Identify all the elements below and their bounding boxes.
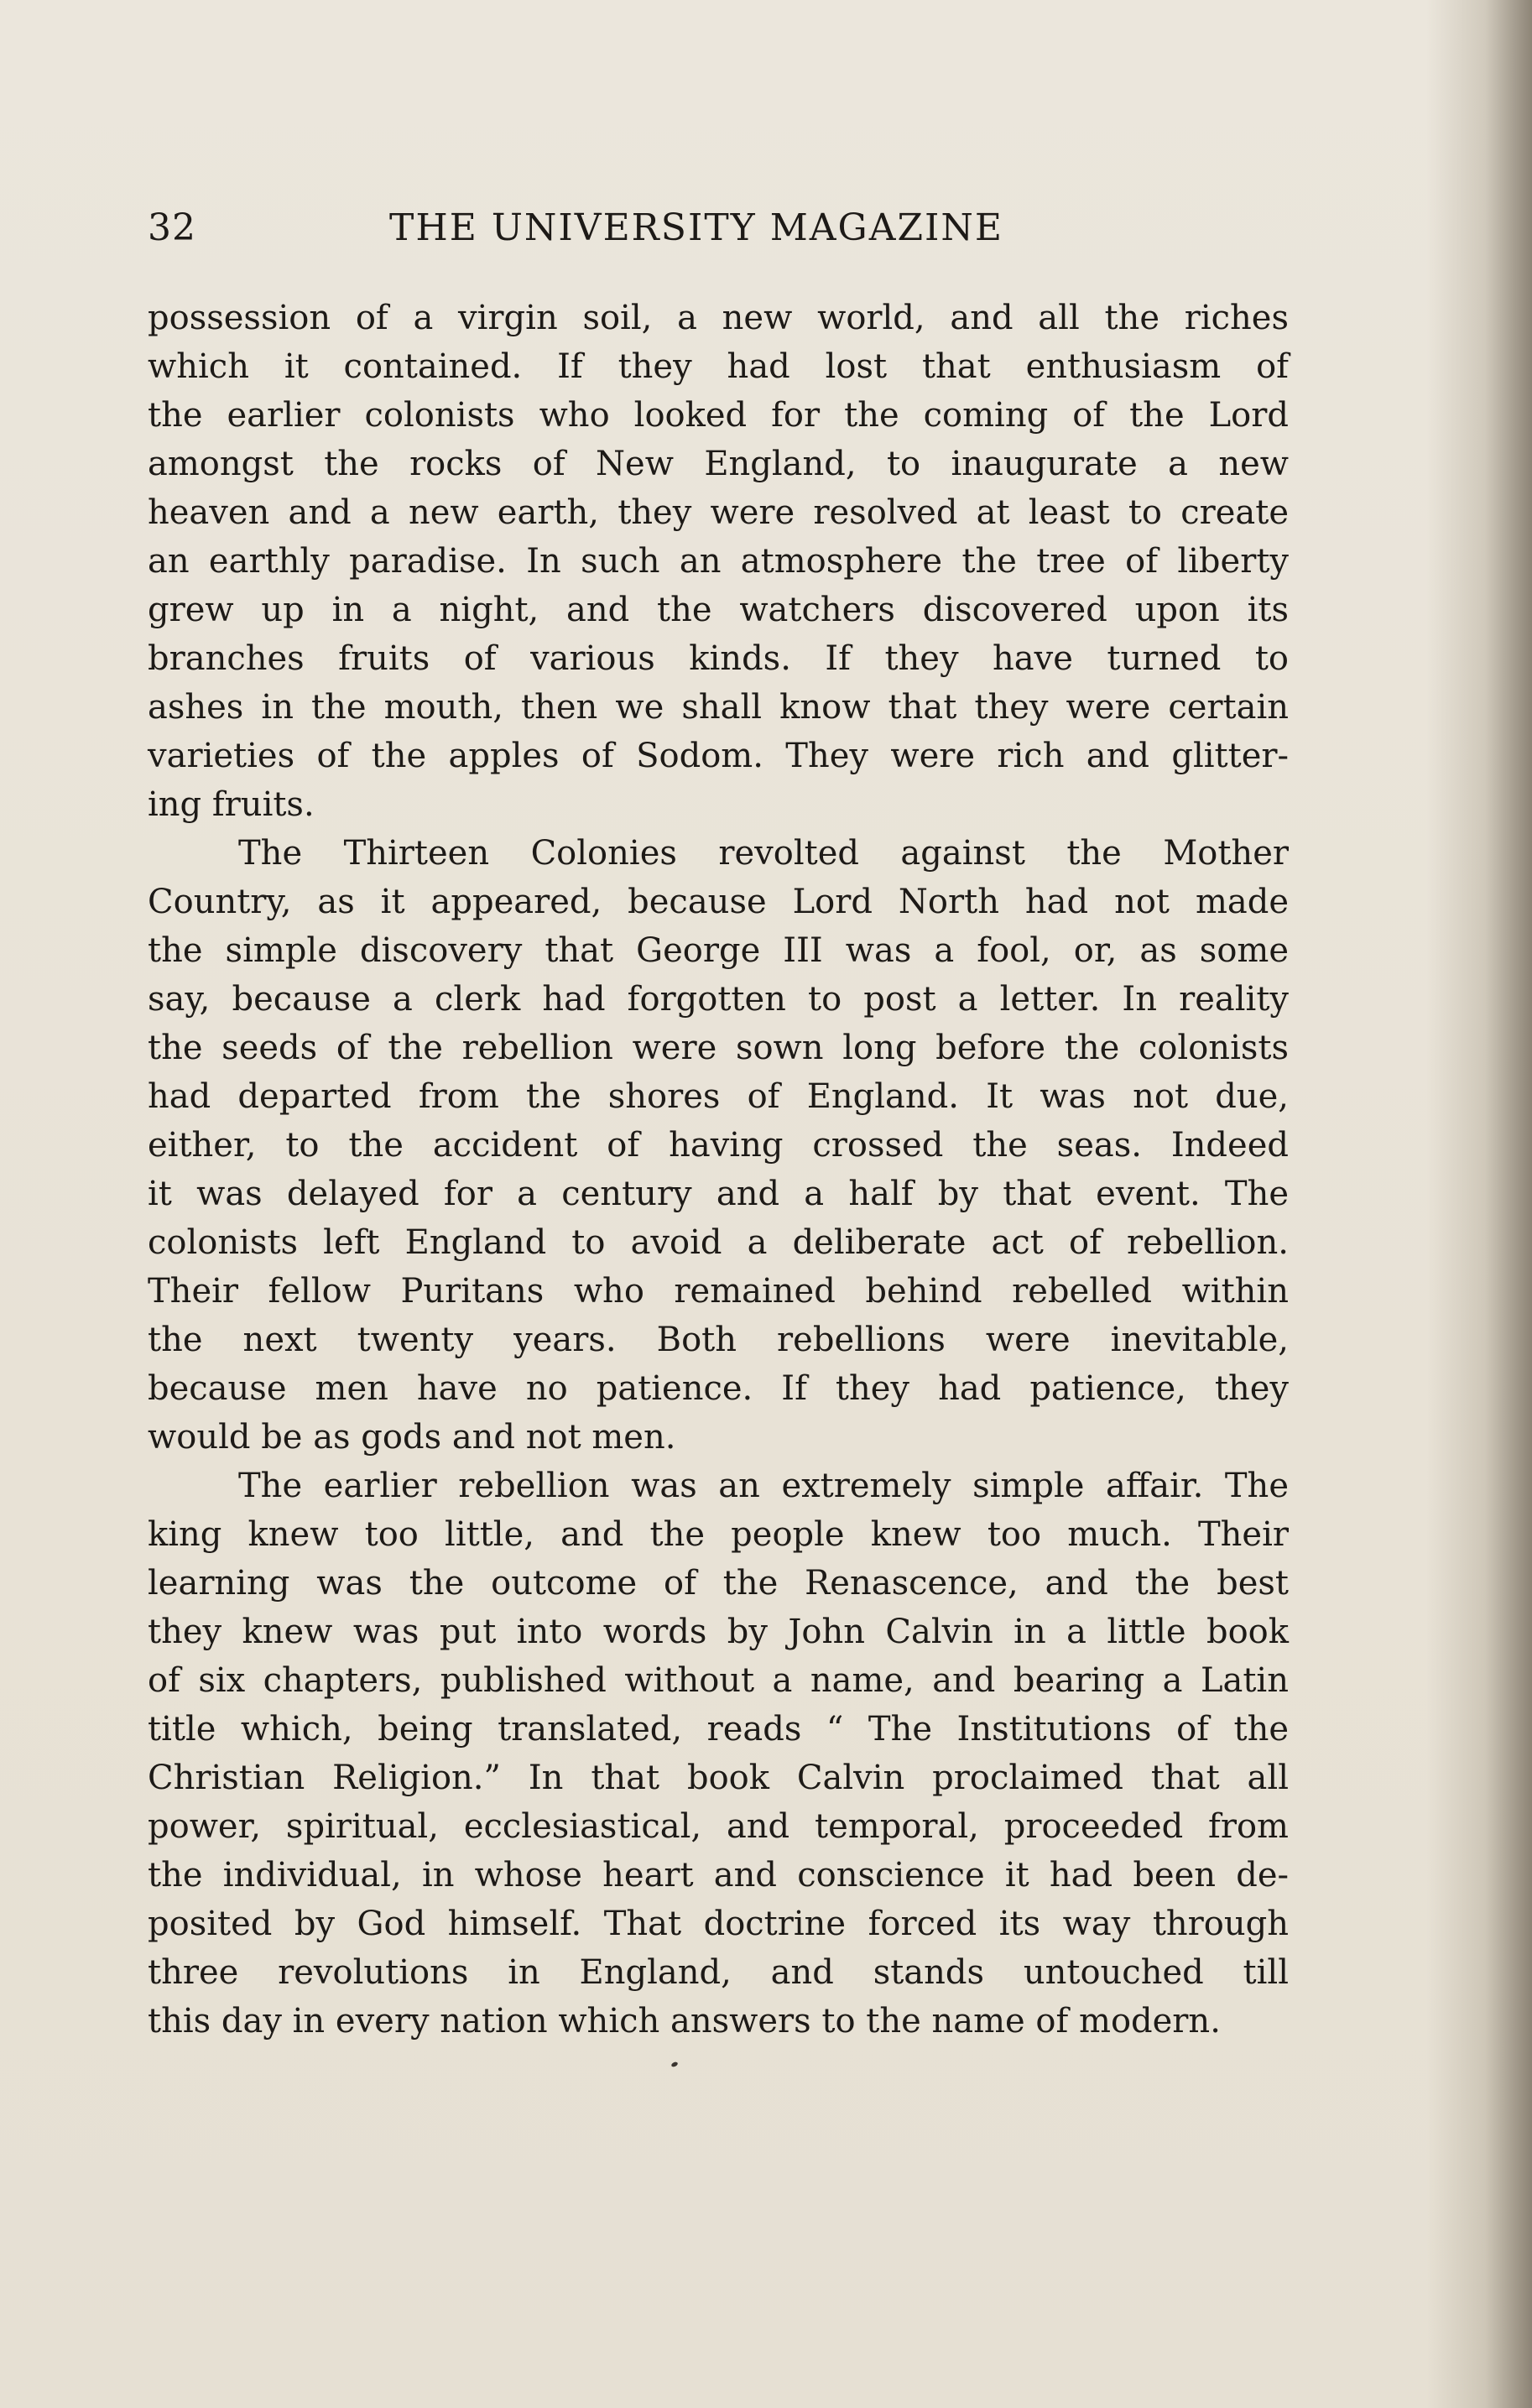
page-number: 32 bbox=[148, 206, 196, 249]
text-line: this day in every nation which answers to the name of modern. bbox=[148, 2002, 1221, 2041]
text-line: which it contained. If they had lost that enthusiasm of bbox=[148, 347, 1289, 386]
text-line: it was delayed for a century and a half by that event. The bbox=[148, 1175, 1289, 1213]
text-line: title which, being translated, reads “ The Institutions of the bbox=[148, 1710, 1289, 1749]
text-line: ing fruits. bbox=[148, 785, 315, 824]
text-line: posited by God himself. That doctrine forced its way through bbox=[148, 1905, 1289, 1943]
text-line: had departed from the shores of England. It was not due, bbox=[148, 1077, 1289, 1116]
text-line: three revolutions in England, and stands untouched till bbox=[148, 1953, 1289, 1992]
text-line: an earthly paradise. In such an atmosphere the tree of liberty bbox=[148, 542, 1289, 581]
text-line: because men have no patience. If they had patience, they bbox=[148, 1369, 1289, 1408]
text-line: would be as gods and not men. bbox=[148, 1418, 676, 1457]
text-line: Christian Religion.” In that book Calvin proclaimed that all bbox=[148, 1759, 1289, 1797]
text-line: amongst the rocks of New England, to inaugurate a new bbox=[148, 445, 1289, 483]
text-line: ashes in the mouth, then we shall know that they were certain bbox=[148, 688, 1289, 727]
page-header bbox=[148, 206, 1305, 257]
running-head: THE UNIVERSITY MAGAZINE bbox=[389, 206, 1004, 249]
text-line: the next twenty years. Both rebellions were inevitable, bbox=[148, 1321, 1289, 1359]
text-line: learning was the outcome of the Renascence, and the best bbox=[148, 1564, 1289, 1603]
body-text bbox=[148, 294, 1289, 2046]
text-line: king knew too little, and the people knew too much. Their bbox=[148, 1515, 1289, 1554]
text-line: possession of a virgin soil, a new world, and all the riches bbox=[148, 299, 1289, 337]
text-line: The Thirteen Colonies revolted against the Mother bbox=[238, 834, 1289, 873]
paragraph bbox=[148, 829, 1289, 1462]
text-line: the simple discovery that George III was a fool, or, as some bbox=[148, 931, 1289, 970]
paragraph bbox=[148, 1462, 1289, 2046]
paragraph bbox=[148, 294, 1289, 829]
text-line: the earlier colonists who looked for the coming of the Lord bbox=[148, 396, 1289, 435]
text-line: colonists left England to avoid a deliberate act of rebellion. bbox=[148, 1223, 1289, 1262]
text-line: varieties of the apples of Sodom. They were rich and glitter- bbox=[148, 737, 1289, 775]
text-line: either, to the accident of having crossed the seas. Indeed bbox=[148, 1126, 1289, 1165]
text-line: say, because a clerk had forgotten to post a letter. In reality bbox=[148, 980, 1289, 1019]
text-line: heaven and a new earth, they were resolved at least to create bbox=[148, 493, 1289, 532]
text-line: the seeds of the rebellion were sown long before the colonists bbox=[148, 1029, 1289, 1067]
ink-speck bbox=[670, 2061, 678, 2068]
text-line: the individual, in whose heart and conscience it had been de- bbox=[148, 1856, 1289, 1895]
text-line: branches fruits of various kinds. If they have turned to bbox=[148, 639, 1289, 678]
text-line: they knew was put into words by John Calvin in a little book bbox=[148, 1613, 1289, 1651]
text-line: of six chapters, published without a name, and bearing a Latin bbox=[148, 1661, 1289, 1700]
text-line: The earlier rebellion was an extremely simple affair. The bbox=[238, 1467, 1289, 1505]
text-line: power, spiritual, ecclesiastical, and temporal, proceeded from bbox=[148, 1807, 1289, 1846]
text-line: Country, as it appeared, because Lord North had not made bbox=[148, 883, 1289, 921]
text-line: grew up in a night, and the watchers discovered upon its bbox=[148, 591, 1289, 629]
text-line: Their fellow Puritans who remained behind rebelled within bbox=[148, 1272, 1289, 1311]
